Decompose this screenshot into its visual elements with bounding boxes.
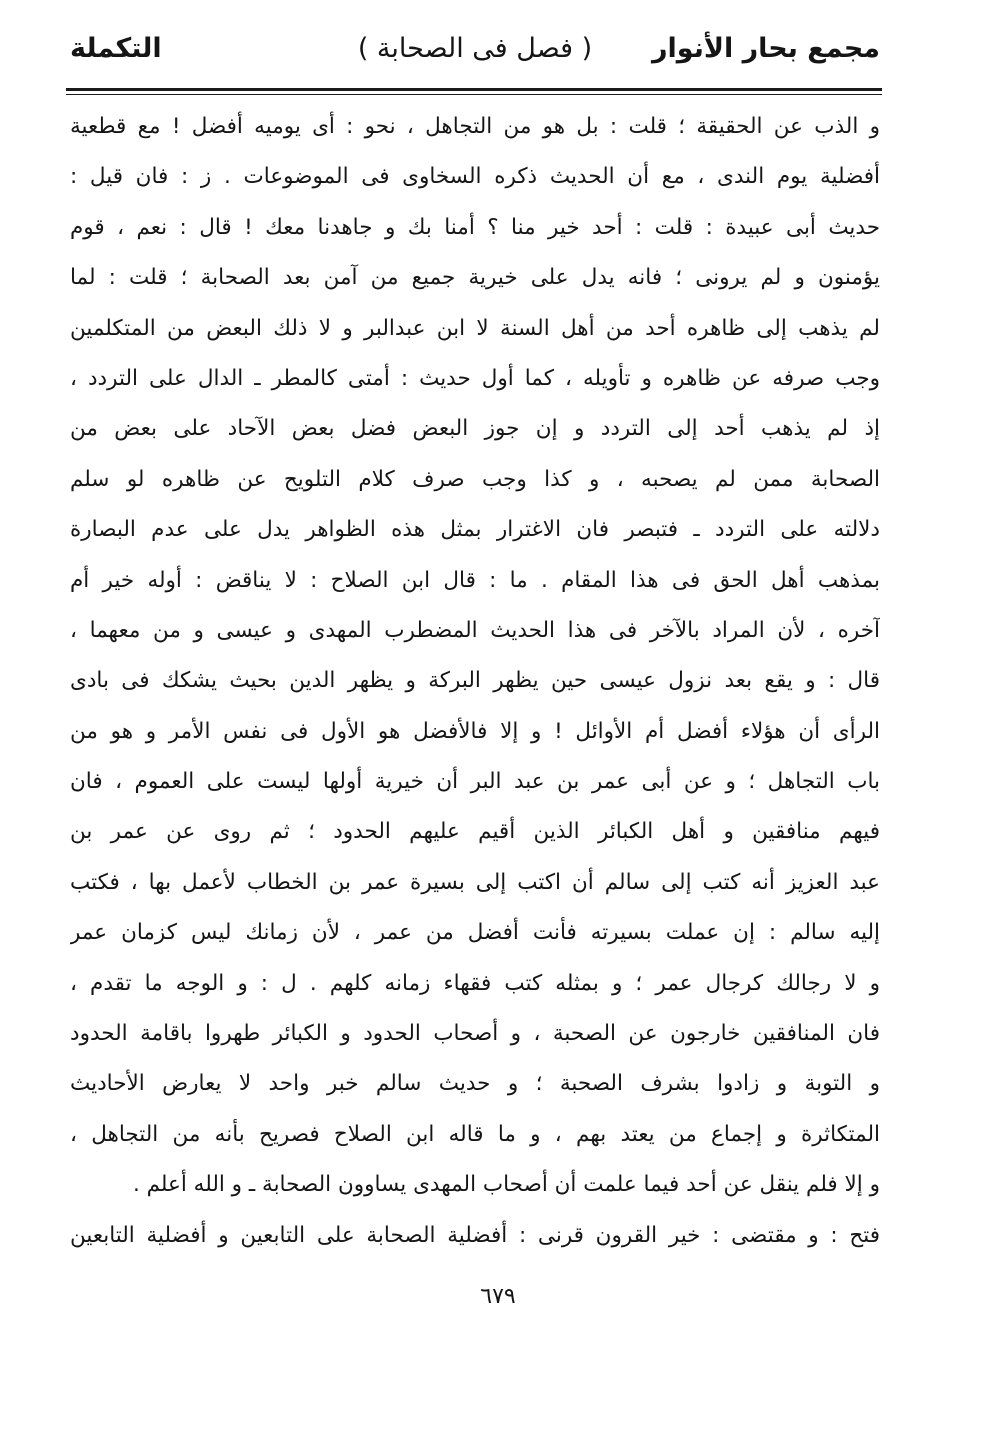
- section-title: ( فصل فى الصحابة ): [357, 33, 593, 64]
- text-line: و لا رجالك كرجال عمر ؛ و بمثله كتب فقهاء زمانه كلهم . ل : و الوجه ما تقدم ،: [70, 970, 880, 996]
- text-line: فتح : و مقتضى : خير القرون قرنى : أفضلية الصحابة على التابعين و أفضلية التابعين: [70, 1222, 880, 1248]
- text-line: الرأى أن هؤلاء أفضل أم الأوائل ! و إلا فالأفضل هو الأول فى نفس الأمر و هو من: [70, 718, 880, 744]
- text-line: آخره ، لأن المراد بالآخر فى هذا الحديث المضطرب المهدى و عيسى و من معهما ،: [70, 617, 880, 643]
- part-title: التكملة: [70, 33, 162, 64]
- book-title: مجمع بحار الأنوار: [651, 33, 880, 64]
- text-line: حديث أبى عبيدة : قلت : أحد خير منا ؟ أمنا بك و جاهدنا معك ! قال : نعم ، قوم: [70, 214, 880, 240]
- text-line: و إلا فلم ينقل عن أحد فيما علمت أن أصحاب المهدى يساوون الصحابة ـ و الله أعلم .: [132, 1172, 880, 1198]
- text-line: الصحابة ممن لم يصحبه ، و كذا وجب صرف كلام التلويح عن ظاهره لو سلم: [70, 466, 880, 492]
- text-line: قال : و يقع بعد نزول عيسى حين يظهر البركة و يظهر الدين بحيث يشكك فى بادى: [70, 668, 880, 694]
- text-line: لم يذهب إلى ظاهره أحد من أهل السنة لا ابن عبدالبر و لا ذلك البعض من المتكلمين: [70, 315, 880, 341]
- text-line: بمذهب أهل الحق فى هذا المقام . ما : قال ابن الصلاح : لا يناقض : أوله خير أم: [70, 567, 880, 593]
- text-line: فان المنافقين خارجون عن الصحبة ، و أصحاب الحدود و الكبائر طهروا باقامة الحدود: [70, 1021, 880, 1047]
- text-line: يؤمنون و لم يرونى ؛ فانه يدل على خيرية جميع من آمن بعد الصحابة ؛ قلت : لما: [70, 265, 880, 291]
- text-line: المتكاثرة و إجماع من يعتد بهم ، و ما قاله ابن الصلاح فصريح بأنه من التجاهل ،: [70, 1121, 880, 1147]
- text-line: أفضلية يوم الندى ، مع أن الحديث ذكره السخاوى فى الموضوعات . ز : فان قيل :: [70, 164, 880, 190]
- text-line: دلالته على التردد ـ فتبصر فان الاغترار بمثل هذه الظواهر يدل على عدم البصارة: [70, 517, 880, 543]
- page-number: ٦٧٩: [480, 1284, 516, 1309]
- header-rule-thin: [66, 94, 882, 95]
- header-rule-thick: [66, 88, 882, 91]
- text-line: وجب صرفه عن ظاهره و تأويله ، كما أول حديث : أمتى كالمطر ـ الدال على التردد ،: [70, 365, 880, 391]
- body-text: [70, 102, 880, 1261]
- text-line: فيهم منافقين و أهل الكبائر الذين أقيم عليهم الحدود ؛ ثم روى عن عمر بن: [70, 819, 880, 845]
- text-line: إذ لم يذهب أحد إلى التردد و إن جوز البعض فضل بعض الآحاد على بعض من: [70, 416, 880, 442]
- running-header: [70, 26, 880, 74]
- text-line: عبد العزيز أنه كتب إلى سالم أن اكتب إلى بسيرة عمر بن الخطاب لأعمل بها ، فكتب: [70, 869, 880, 895]
- text-line: و التوبة و زادوا بشرف الصحبة ؛ و حديث سالم خبر واحد لا يعارض الأحاديث: [70, 1071, 880, 1097]
- text-line: باب التجاهل ؛ و عن أبى عمر بن عبد البر أن خيرية أولها ليست على العموم ، فان: [70, 769, 880, 795]
- text-line: إليه سالم : إن عملت بسيرته فأنت أفضل من عمر ، لأن زمانك ليس كزمان عمر: [70, 920, 880, 946]
- text-line: و الذب عن الحقيقة ؛ قلت : بل هو من التجاهل ، نحو : أى يوميه أفضل ! مع قطعية: [70, 114, 880, 139]
